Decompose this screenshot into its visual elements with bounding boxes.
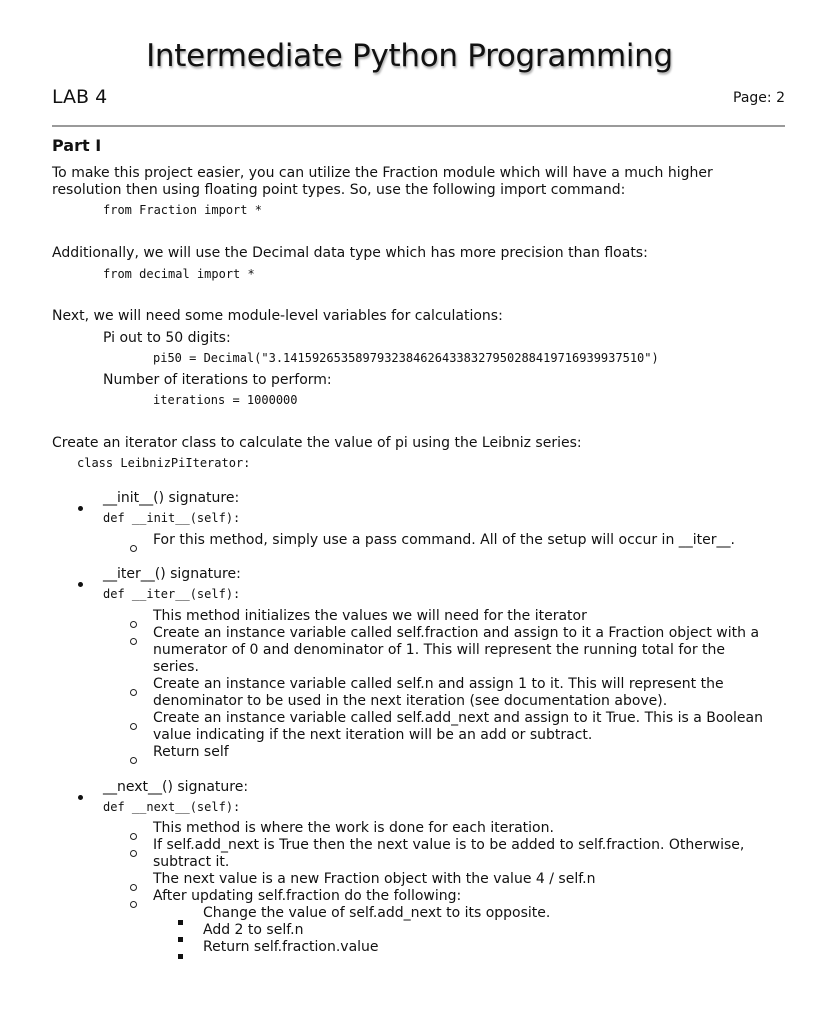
- code-import-fraction: from Fraction import *: [103, 203, 262, 217]
- bullet-icon: [78, 496, 83, 515]
- pi-label: Pi out to 50 digits:: [103, 330, 231, 346]
- iterations-label: Number of iterations to perform:: [103, 372, 332, 388]
- iter-item: Create an instance variable called self.add_next and assign to it True. This is a Boolean: [153, 710, 763, 726]
- code-iterations: iterations = 1000000: [153, 393, 298, 407]
- document-title: Intermediate Python Programming: [146, 38, 673, 74]
- iter-item: Return self: [153, 744, 229, 760]
- next-item: After updating self.fraction do the following:: [153, 888, 462, 904]
- code-next: def __next__(self):: [103, 800, 241, 814]
- decimal-text: Additionally, we will use the Decimal data type which has more precision than floats:: [52, 245, 648, 261]
- circle-bullet-icon: [130, 749, 137, 768]
- init-heading: __init__() signature:: [103, 490, 240, 506]
- next-subitem: Change the value of self.add_next to its opposite.: [203, 905, 551, 921]
- circle-bullet-icon: [130, 715, 137, 734]
- next-subitem: Add 2 to self.n: [203, 922, 304, 938]
- circle-bullet-icon: [130, 537, 137, 556]
- bullet-icon: [78, 572, 83, 591]
- iter-item: Create an instance variable called self.n and assign 1 to it. This will represent the: [153, 676, 724, 692]
- intro-line-1: To make this project easier, you can utilize the Fraction module which will have a much higher: [52, 165, 713, 181]
- iter-item-cont: value indicating if the next iteration will be an add or subtract.: [153, 727, 593, 743]
- page-number: Page: 2: [733, 90, 785, 106]
- iter-item-cont: series.: [153, 659, 199, 675]
- next-heading: __next__() signature:: [103, 779, 249, 795]
- next-item: The next value is a new Fraction object with the value 4 / self.n: [153, 871, 596, 887]
- iter-item-cont: numerator of 0 and denominator of 1. This will represent the running total for the: [153, 642, 726, 658]
- init-item: For this method, simply use a pass command. All of the setup will occur in __iter__.: [153, 532, 735, 548]
- module-vars-text: Next, we will need some module-level variables for calculations:: [52, 308, 503, 324]
- circle-bullet-icon: [130, 681, 137, 700]
- square-bullet-icon: [178, 944, 183, 963]
- bullet-icon: [78, 785, 83, 804]
- code-pi50: pi50 = Decimal("3.14159265358979323846264338327950288419716939937510"): [153, 351, 659, 365]
- next-item-cont: subtract it.: [153, 854, 230, 870]
- next-item: If self.add_next is True then the next value is to be added to self.fraction. Otherwise,: [153, 837, 745, 853]
- iter-heading: __iter__() signature:: [103, 566, 241, 582]
- lab-label: LAB 4: [52, 86, 108, 108]
- circle-bullet-icon: [130, 630, 137, 649]
- code-iter: def __iter__(self):: [103, 587, 241, 601]
- circle-bullet-icon: [130, 893, 137, 912]
- section-heading: Part I: [52, 136, 102, 155]
- code-import-decimal: from decimal import *: [103, 267, 255, 281]
- next-subitem: Return self.fraction.value: [203, 939, 379, 955]
- next-item: This method is where the work is done for each iteration.: [153, 820, 554, 836]
- circle-bullet-icon: [130, 842, 137, 861]
- iter-item: This method initializes the values we will need for the iterator: [153, 608, 587, 624]
- code-class-def: class LeibnizPiIterator:: [77, 456, 251, 470]
- iter-item: Create an instance variable called self.fraction and assign to it a Fraction object with a: [153, 625, 760, 641]
- iterator-text: Create an iterator class to calculate the value of pi using the Leibniz series:: [52, 435, 582, 451]
- code-init: def __init__(self):: [103, 511, 241, 525]
- iter-item-cont: denominator to be used in the next iteration (see documentation above).: [153, 693, 668, 709]
- intro-line-2: resolution then using floating point types. So, use the following import command:: [52, 182, 626, 198]
- header-divider: [52, 125, 785, 127]
